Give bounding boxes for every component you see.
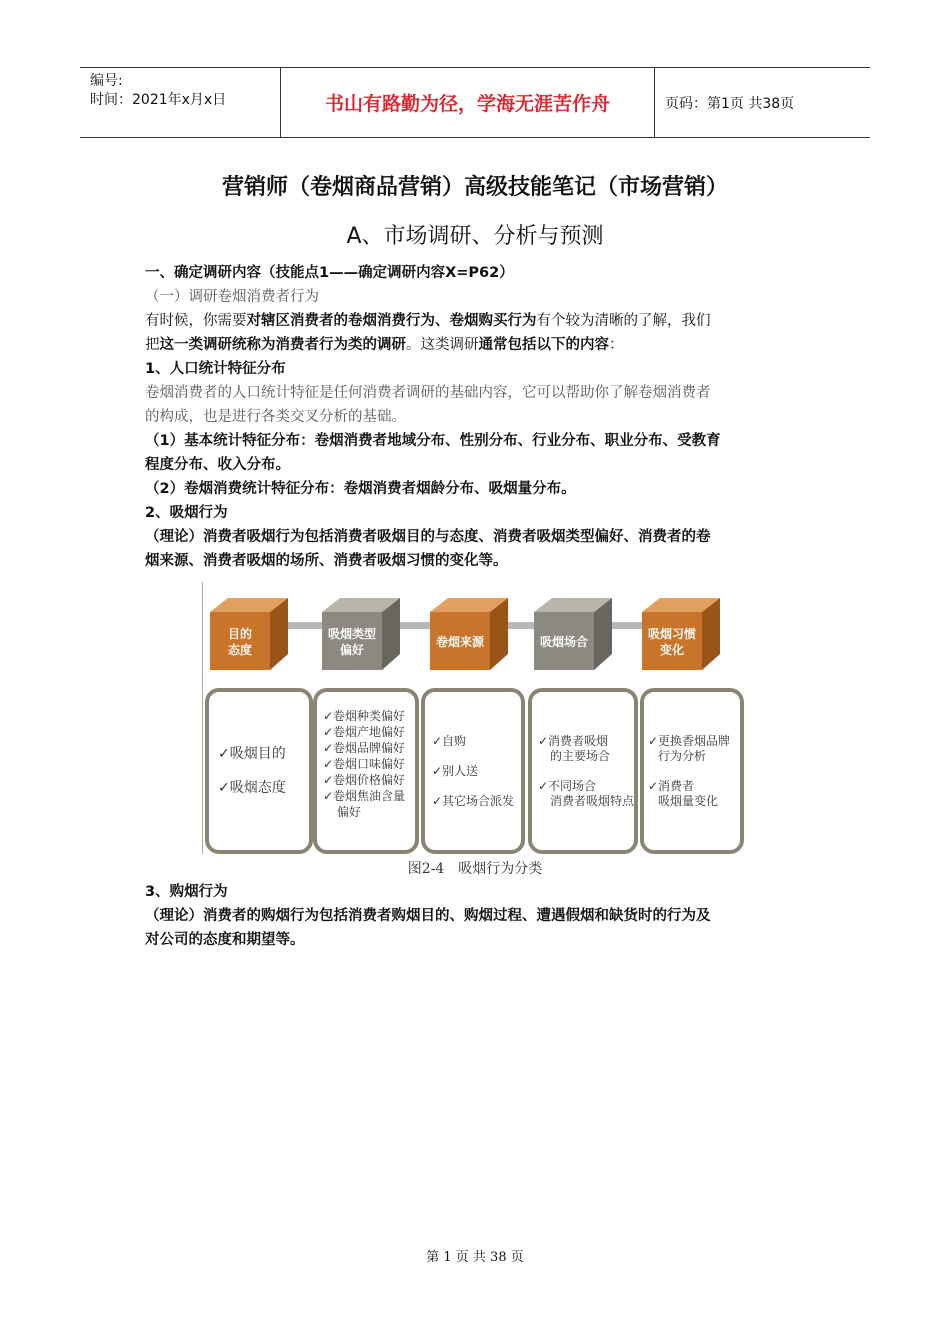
box-4-line-2: 的主要场合 — [550, 749, 611, 763]
section-2-text-1: （理论）消费者吸烟行为包括消费者吸烟目的与态度、消费者吸烟类型偏好、消费者的卷 — [145, 529, 711, 545]
section-3-text-2: 对公司的态度和期望等。 — [145, 932, 305, 948]
box-5 — [642, 690, 742, 852]
box-2-line-3: ✓卷烟品牌偏好 — [323, 741, 406, 755]
box-3-line-1: ✓自购 — [432, 734, 467, 748]
p1-g: 通常包括以下的内容 — [478, 337, 609, 353]
figure-caption: 图2-4 吸烟行为分类 — [407, 861, 543, 877]
section-1-title: 1、人口统计特征分布 — [145, 361, 286, 377]
page-header — [80, 67, 870, 138]
p1-f: 。这类调研 — [406, 337, 479, 353]
box-2-line-2: ✓卷烟产地偏好 — [323, 725, 406, 739]
p1-d: 把 — [145, 337, 160, 353]
box-3-line-3: ✓其它场合派发 — [432, 794, 515, 808]
header-left-cell — [80, 68, 281, 137]
box-4-line-4: 消费者吸烟特点 — [550, 794, 635, 808]
box-4-line-1: ✓消费者吸烟 — [538, 734, 609, 748]
cube-1-label-1: 目的 — [227, 627, 253, 641]
paragraph-1 — [145, 309, 813, 333]
document-title: 营销师（卷烟商品营销）高级技能笔记（市场营销） — [221, 175, 728, 200]
cube-5-label-1: 吸烟习惯 — [647, 627, 697, 641]
smoking-behavior-figure — [202, 582, 750, 854]
cube-4 — [534, 598, 612, 670]
header-motto: 书山有路勤为径，学海无涯苦作舟 — [281, 68, 655, 137]
cube-2-label-2: 偏好 — [339, 643, 365, 657]
time-label: 时间：2021年x月x日 — [90, 92, 227, 108]
box-5-line-1: ✓更换香烟品牌 — [648, 734, 731, 748]
box-5-line-4: 吸烟量变化 — [658, 794, 719, 808]
header-page-info: 页码：第1页 共38页 — [665, 95, 795, 112]
box-3-line-2: ✓别人送 — [432, 764, 479, 778]
box-2-line-4: ✓卷烟口味偏好 — [323, 757, 406, 771]
cube-1 — [210, 598, 288, 670]
paragraph-1-cont — [145, 333, 813, 357]
cube-2 — [322, 598, 400, 670]
section-2-title: 2、吸烟行为 — [145, 505, 228, 521]
section-1-text-2: 的构成，也是进行各类交叉分析的基础。 — [145, 409, 406, 425]
page-footer: 第 1 页 共 38 页 — [426, 1250, 524, 1265]
box-4-line-3: ✓不同场合 — [538, 779, 597, 793]
p1-b: 对辖区消费者的卷烟消费行为、卷烟购买行为 — [246, 313, 537, 329]
section-2-text-2: 烟来源、消费者吸烟的场所、消费者吸烟习惯的变化等。 — [145, 553, 508, 569]
box-2-line-6: ✓卷烟焦油含量 — [323, 789, 406, 803]
number-label: 编号: — [90, 73, 123, 89]
cube-3 — [430, 598, 508, 670]
main-content — [145, 261, 813, 573]
cube-3-label-1: 卷烟来源 — [435, 635, 485, 649]
p1-h: ： — [609, 337, 624, 353]
section-3-text-1: （理论）消费者的购烟行为包括消费者购烟目的、购烟过程、遭遇假烟和缺货时的行为及 — [145, 908, 711, 924]
section-1-item-2: （2）卷烟消费统计特征分布：卷烟消费者烟龄分布、吸烟量分布。 — [145, 481, 576, 497]
cube-5-label-2: 变化 — [659, 643, 685, 657]
box-2-line-7: 偏好 — [337, 805, 362, 819]
cube-2-label-1: 吸烟类型 — [327, 627, 377, 641]
section-1-item-1b: 程度分布、收入分布。 — [145, 457, 290, 473]
box-1-line-2: ✓吸烟态度 — [218, 780, 286, 796]
heading-1: 一、确定调研内容（技能点1——确定调研内容X=P62） — [145, 265, 514, 281]
section-1-item-1a: （1）基本统计特征分布：卷烟消费者地域分布、性别分布、行业分布、职业分布、受教育 — [145, 433, 721, 449]
cube-1-front — [210, 612, 270, 670]
box-5-line-3: ✓消费者 — [648, 779, 695, 793]
cube-5-front — [642, 612, 702, 670]
box-1-line-1: ✓吸烟目的 — [218, 746, 286, 762]
section-1-text-1: 卷烟消费者的人口统计特征是任何消费者调研的基础内容，它可以帮助你了解卷烟消费者 — [145, 385, 711, 401]
p1-e: 这一类调研统称为消费者行为类的调研 — [159, 337, 406, 353]
box-5-line-2: 行为分析 — [658, 749, 707, 763]
section-3 — [145, 880, 813, 952]
box-2-line-1: ✓卷烟种类偏好 — [323, 709, 406, 723]
section-title: A、市场调研、分析与预测 — [346, 224, 604, 249]
p1-a: 有时候，你需要 — [145, 313, 247, 329]
box-4 — [530, 690, 636, 852]
p1-c: 有个较为清晰的了解，我们 — [536, 313, 711, 329]
cube-1-label-2: 态度 — [227, 643, 253, 657]
box-2-line-5: ✓卷烟价格偏好 — [323, 773, 406, 787]
subheading-1: （一）调研卷烟消费者行为 — [145, 289, 319, 305]
section-3-title: 3、购烟行为 — [145, 884, 228, 900]
cube-2-front — [322, 612, 382, 670]
cube-4-label-1: 吸烟场合 — [539, 635, 589, 649]
box-1 — [207, 690, 311, 852]
cube-5 — [642, 598, 720, 670]
